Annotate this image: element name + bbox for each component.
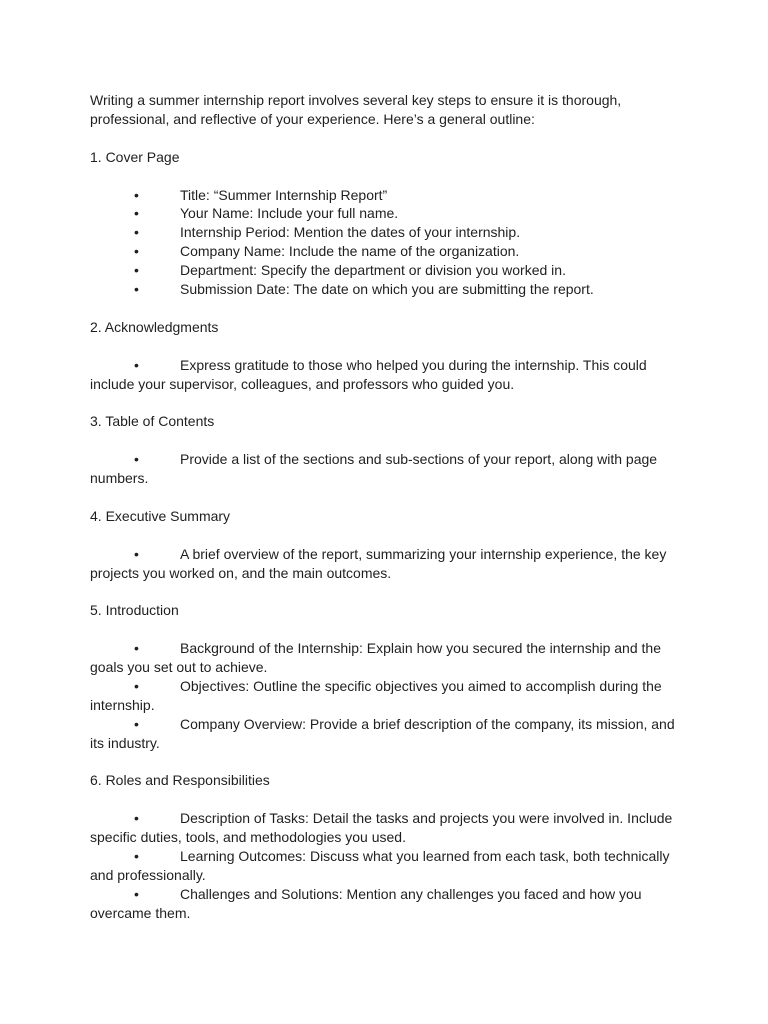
list-item bbox=[90, 545, 690, 583]
bullet-icon: • bbox=[134, 186, 139, 203]
list-item bbox=[90, 809, 690, 847]
list-item bbox=[90, 204, 690, 223]
section-introduction bbox=[90, 601, 690, 752]
list-item bbox=[90, 356, 690, 394]
section-heading: 1. Cover Page bbox=[90, 148, 180, 165]
list-item-text: Title: “Summer Internship Report” bbox=[180, 186, 388, 203]
list-item bbox=[90, 186, 690, 205]
list-item-text: Objectives: Outline the specific objectives you aimed to accomplish during the internship. bbox=[90, 677, 662, 713]
list-item bbox=[90, 677, 690, 715]
bullet-icon: • bbox=[134, 262, 139, 279]
bullet-icon: • bbox=[134, 205, 139, 222]
list-item-text: Internship Period: Mention the dates of your internship. bbox=[180, 224, 521, 241]
bullet-list bbox=[90, 639, 690, 752]
list-item-text: Learning Outcomes: Discuss what you learned from each task, both technically and professionally. bbox=[90, 848, 670, 883]
list-item-text: A brief overview of the report, summarizing your internship experience, the key projects you worked on, and the main outcomes. bbox=[90, 545, 667, 581]
bullet-list bbox=[90, 186, 690, 299]
bullet-list bbox=[90, 809, 690, 922]
list-item bbox=[90, 885, 690, 923]
list-item bbox=[90, 261, 690, 280]
bullet-icon: • bbox=[134, 281, 139, 298]
bullet-list bbox=[90, 356, 690, 394]
bullet-icon: • bbox=[134, 640, 139, 657]
section-heading: 2. Acknowledgments bbox=[90, 318, 219, 335]
list-item-text: Company Name: Include the name of the organization. bbox=[180, 243, 520, 260]
document-page bbox=[90, 91, 690, 942]
section-roles-and-responsibilities bbox=[90, 771, 690, 922]
section-executive-summary bbox=[90, 507, 690, 583]
list-item-text: Provide a list of the sections and sub-sections of your report, along with page numbers. bbox=[90, 451, 658, 487]
bullet-icon: • bbox=[134, 715, 139, 732]
list-item-text: Your Name: Include your full name. bbox=[180, 205, 399, 222]
list-item-text: Submission Date: The date on which you are submitting the report. bbox=[180, 281, 594, 298]
list-item-text: Background of the Internship: Explain how you secured the internship and the goals you set out to achieve. bbox=[90, 640, 661, 676]
bullet-icon: • bbox=[134, 224, 139, 241]
list-item bbox=[90, 450, 690, 488]
bullet-icon: • bbox=[134, 545, 139, 562]
bullet-list bbox=[90, 450, 690, 488]
list-item bbox=[90, 242, 690, 261]
list-item bbox=[90, 715, 690, 753]
bullet-icon: • bbox=[134, 677, 139, 694]
list-item bbox=[90, 280, 690, 299]
list-item-text: Company Overview: Provide a brief description of the company, its mission, and its industry. bbox=[90, 715, 675, 751]
bullet-icon: • bbox=[134, 356, 139, 373]
list-item bbox=[90, 847, 690, 885]
list-item-text: Express gratitude to those who helped you during the internship. This could include your supervisor, colleagues, and professors who guided you. bbox=[90, 356, 647, 392]
list-item bbox=[90, 223, 690, 242]
bullet-icon: • bbox=[134, 848, 139, 865]
list-item bbox=[90, 639, 690, 677]
bullet-icon: • bbox=[134, 243, 139, 260]
intro-paragraph: Writing a summer internship report involves several key steps to ensure it is thorough, professional, and reflective of your experience. Here’s a general outline: bbox=[90, 92, 622, 127]
section-heading: 3. Table of Contents bbox=[90, 413, 215, 430]
list-item-text: Description of Tasks: Detail the tasks and projects you were involved in. Include specific duties, tools, and methodologies you used. bbox=[90, 810, 673, 846]
section-table-of-contents bbox=[90, 412, 690, 488]
list-item-text: Department: Specify the department or division you worked in. bbox=[180, 262, 566, 279]
bullet-list bbox=[90, 545, 690, 583]
section-heading: 6. Roles and Responsibilities bbox=[90, 772, 270, 789]
section-heading: 5. Introduction bbox=[90, 602, 179, 619]
section-cover-page bbox=[90, 148, 690, 299]
bullet-icon: • bbox=[134, 810, 139, 827]
section-acknowledgments bbox=[90, 318, 690, 394]
bullet-icon: • bbox=[134, 451, 139, 468]
section-heading: 4. Executive Summary bbox=[90, 507, 231, 524]
list-item-text: Challenges and Solutions: Mention any challenges you faced and how you overcame them. bbox=[90, 885, 642, 921]
bullet-icon: • bbox=[134, 885, 139, 902]
